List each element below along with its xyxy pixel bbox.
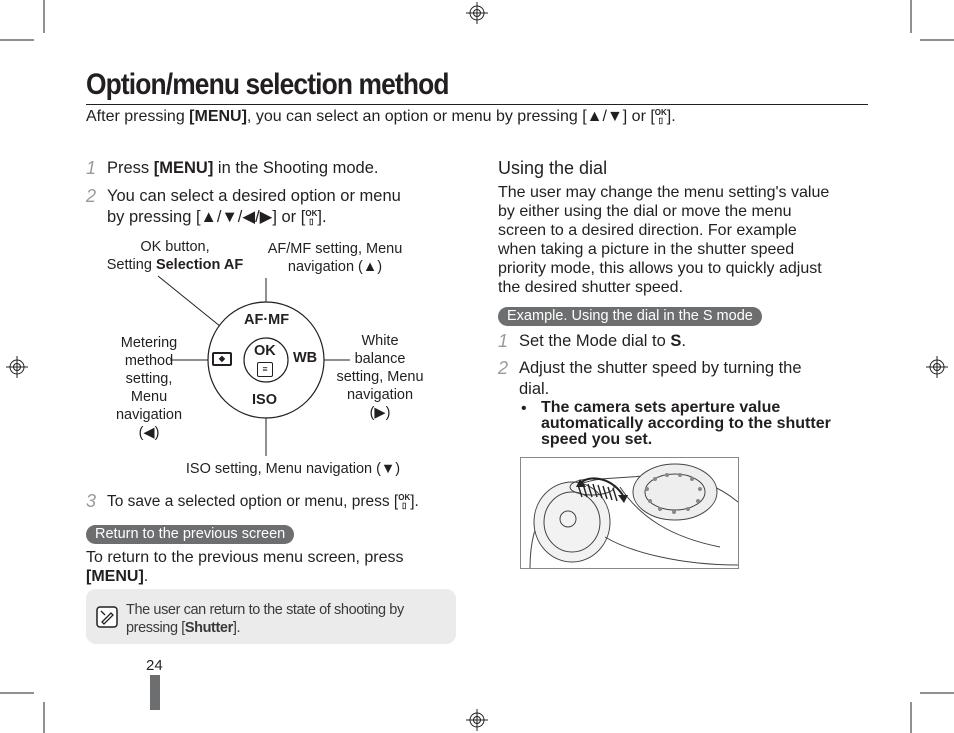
dial-iso-label: ISO [252,392,277,408]
step-number: 2 [498,358,509,378]
step-number: 1 [86,158,97,178]
step-1: 1 Press [MENU] in the Shooting mode. [86,158,379,178]
metering-label: Metering method setting, Menu navigation (◀) [115,335,183,441]
camera-dial-illustration [520,457,739,569]
ok-trash-icon: OK ▯ [398,492,411,510]
note-text: The user can return to the state of shooting by pressing [Shutter]. [126,602,404,636]
step-number: 3 [86,491,97,511]
afmf-label: AF/MF setting, Menu navigation (▲) [267,241,403,275]
step-2: 2 You can select a desired option or menu by pressing [▲/▼/◀/▶] or [OK ▯ ]. [86,186,401,226]
dial-afmf-label: AF·MF [244,312,290,328]
step-number: 2 [86,186,97,206]
iso-label: ISO setting, Menu navigation (▼) [185,461,401,477]
note-pencil-icon [96,606,118,628]
dial-ok-label: OK [254,343,276,359]
bullet-text: The camera sets aperture value automatically according to the shutter speed you set. [541,399,831,448]
white-balance-label: White balance setting, Menu navigation (▶) [336,333,424,421]
section-heading: Using the dial [498,158,608,178]
ok-trash-icon: OK ▯ [305,208,318,226]
step-number: 1 [498,331,509,351]
ok-button-label: OK button, Setting Selection AF [106,239,244,273]
bullet-dot: • [521,400,527,417]
example-pill: Example. Using the dial in the S mode [498,307,762,326]
metering-icon: ◆ [212,352,232,366]
dial-paragraph: The user may change the menu setting's value by either using the dial or move the menu screen to a desired direction. For example when taking a picture in the shutter speed priority mode, this allows you to quickly adjust the desired shutter speed. [498,184,830,296]
intro-text: After pressing [MENU], you can select an option or menu by pressing [▲/▼] or [OK ▯ ]. [86,107,676,125]
page-title: Option/menu selection method [86,68,449,101]
return-section-pill: Return to the previous screen [86,525,294,544]
trash-icon: ≡ [257,362,273,377]
step-3: 3 To save a selected option or menu, press [OK ▯ ]. [86,491,419,511]
dial-wb-label: WB [293,350,318,366]
right-step-2: 2 Adjust the shutter speed by turning the dial. [498,358,802,398]
right-step-1: 1 Set the Mode dial to S. [498,331,686,351]
page-number: 24 [146,657,163,674]
return-section-text: To return to the previous menu screen, press [MENU]. [86,549,404,585]
ok-trash-icon: OK ▯ [654,107,667,125]
page-number-bar [150,675,160,710]
